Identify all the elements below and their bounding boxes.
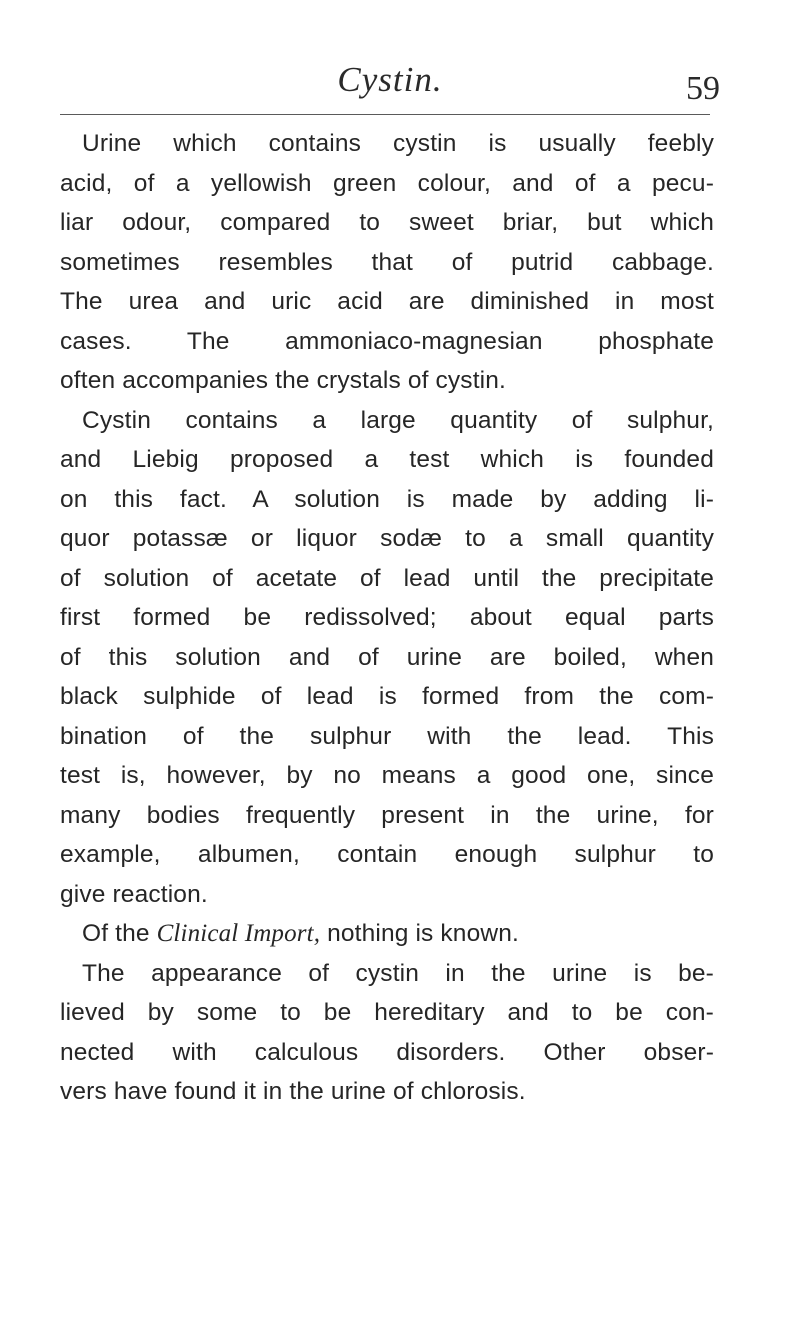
text-line: Cystin contains a large quantity of sulphur, (82, 406, 714, 434)
running-title: Cystin. (337, 60, 443, 99)
body-text (60, 124, 714, 1112)
text-line: vers have found it in the urine of chlorosis. (60, 1078, 526, 1105)
text-line: liar odour, compared to sweet briar, but which (60, 209, 714, 236)
text-line: and Liebig proposed a test which is founded (60, 446, 714, 473)
text-run: Of the (82, 920, 157, 947)
text-line: sometimes resembles that of putrid cabbage. (60, 248, 714, 276)
text-line: test is, however, by no means a good one, since (60, 762, 714, 789)
text-line: lieved by some to be hereditary and to be con- (60, 999, 714, 1026)
text-line: of this solution and of urine are boiled, when (60, 643, 714, 671)
text-line: The urea and uric acid are diminished in most (60, 288, 714, 315)
text-line: nected with calculous disorders. Other obser- (60, 1038, 714, 1066)
text-line: on this fact. A solution is made by adding li- (60, 485, 714, 513)
text-line: cases. The ammoniaco-magnesian phosphate (60, 327, 714, 355)
text-line: quor potassæ or liquor sodæ to a small quantity (60, 525, 714, 552)
text-line: black sulphide of lead is formed from the com- (60, 683, 714, 710)
text-line: give reaction. (60, 880, 208, 908)
text-line: of solution of acetate of lead until the precipitate (60, 564, 714, 592)
text-line: The appearance of cystin in the urine is be- (82, 959, 714, 987)
clinical-import-line (60, 914, 714, 954)
text-line: bination of the sulphur with the lead. This (60, 722, 714, 750)
page-number: 59 (686, 70, 720, 107)
running-head (60, 60, 720, 110)
text-line: first formed be redissolved; about equal parts (60, 604, 714, 631)
header-rule (60, 114, 710, 115)
text-line: many bodies frequently present in the urine, for (60, 801, 714, 829)
italic-heading: Clinical Import, (156, 920, 321, 947)
text-line: example, albumen, contain enough sulphur to (60, 841, 714, 868)
text-line: acid, of a yellowish green colour, and of a pecu- (60, 169, 714, 197)
text-line: Urine which contains cystin is usually feebly (82, 130, 714, 157)
text-line: often accompanies the crystals of cystin. (60, 367, 506, 394)
text-run: nothing is known. (320, 920, 519, 947)
